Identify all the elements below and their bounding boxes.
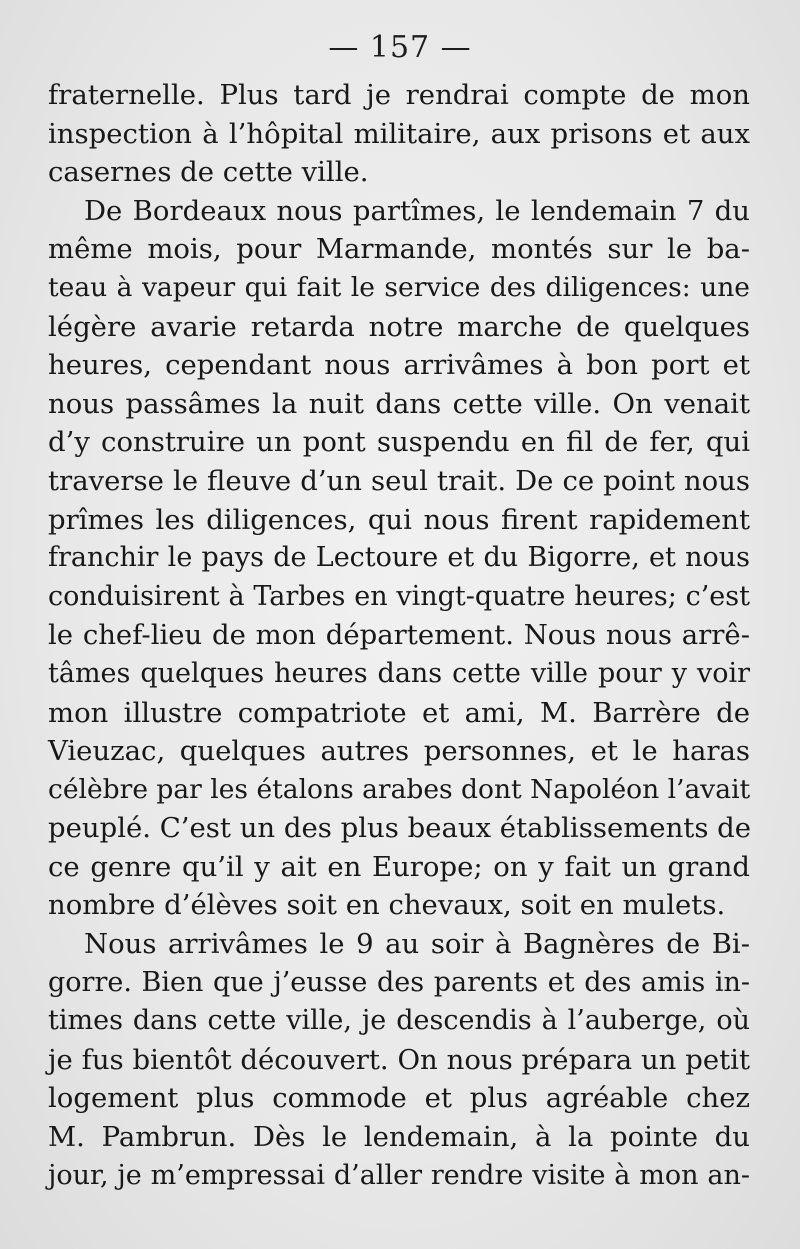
paragraph-3	[48, 925, 750, 1195]
text-line: peuplé. C’est un des plus beaux établissements de	[48, 812, 752, 845]
text-line: jour, je m’empressai d’aller rendre visite à mon an-	[48, 1159, 750, 1191]
body-text	[48, 76, 750, 1195]
text-line: franchir le pays de Lectoure et du Bigorre, et nous	[48, 542, 750, 574]
text-line: d’y construire un pont suspendu en fil de fer, qui	[48, 426, 750, 459]
text-line: De Bordeaux nous partîmes, le lendemain 7 du	[84, 194, 750, 227]
text-line: ce genre qu’il y ait en Europe; on y fait un grand	[48, 850, 750, 883]
text-line: mon illustre compatriote et ami, M. Barrère de	[48, 696, 750, 729]
text-line: teau à vapeur qui fait le service des diligences: une	[48, 271, 750, 303]
text-line: gorre. Bien que j’eusse des parents et des amis in-	[48, 966, 750, 998]
page-number: — 157 —	[328, 30, 472, 65]
paragraph-1	[48, 76, 750, 192]
text-line: Vieuzac, quelques autres personnes, et le haras	[48, 735, 750, 768]
text-line: célèbre par les étalons arabes dont Napoléon l’avait	[48, 773, 751, 805]
text-line: nombre d’élèves soit en chevaux, soit en mulets.	[48, 889, 726, 922]
text-line: Nous arrivâmes le 9 au soir à Bagnères de Bi-	[84, 928, 750, 961]
text-line: inspection à l’hôpital militaire, aux prisons et aux	[48, 117, 750, 150]
text-line: times dans cette ville, je descendis à l’auberge, où	[48, 1005, 750, 1037]
text-line: traverse le fleuve d’un seul trait. De ce point nous	[48, 464, 750, 497]
text-line: fraternelle. Plus tard je rendrai compte de mon	[48, 79, 750, 111]
text-line: le chef-lieu de mon département. Nous nous arrê-	[48, 619, 750, 652]
text-line: M. Pambrun. Dès le lendemain, à la pointe du	[48, 1121, 750, 1154]
text-line: tâmes quelques heures dans cette ville pour y voir	[48, 657, 750, 689]
text-line: conduisirent à Tarbes en vingt-quatre heures; c’est	[48, 580, 750, 612]
text-line: nous passâmes la nuit dans cette ville. On venait	[48, 387, 750, 420]
text-line: même mois, pour Marmande, montés sur le ba-	[48, 233, 750, 266]
text-line: heures, cependant nous arrivâmes à bon port et	[48, 349, 750, 382]
paragraph-2	[48, 192, 750, 925]
text-line: casernes de cette ville.	[48, 156, 369, 189]
text-line: je fus bientôt découvert. On nous prépara un petit	[48, 1043, 750, 1076]
text-line: logement plus commode et plus agréable chez	[48, 1082, 750, 1115]
text-line: légère avarie retarda notre marche de quelques	[48, 310, 750, 343]
text-line: prîmes les diligences, qui nous firent rapidement	[48, 503, 750, 536]
